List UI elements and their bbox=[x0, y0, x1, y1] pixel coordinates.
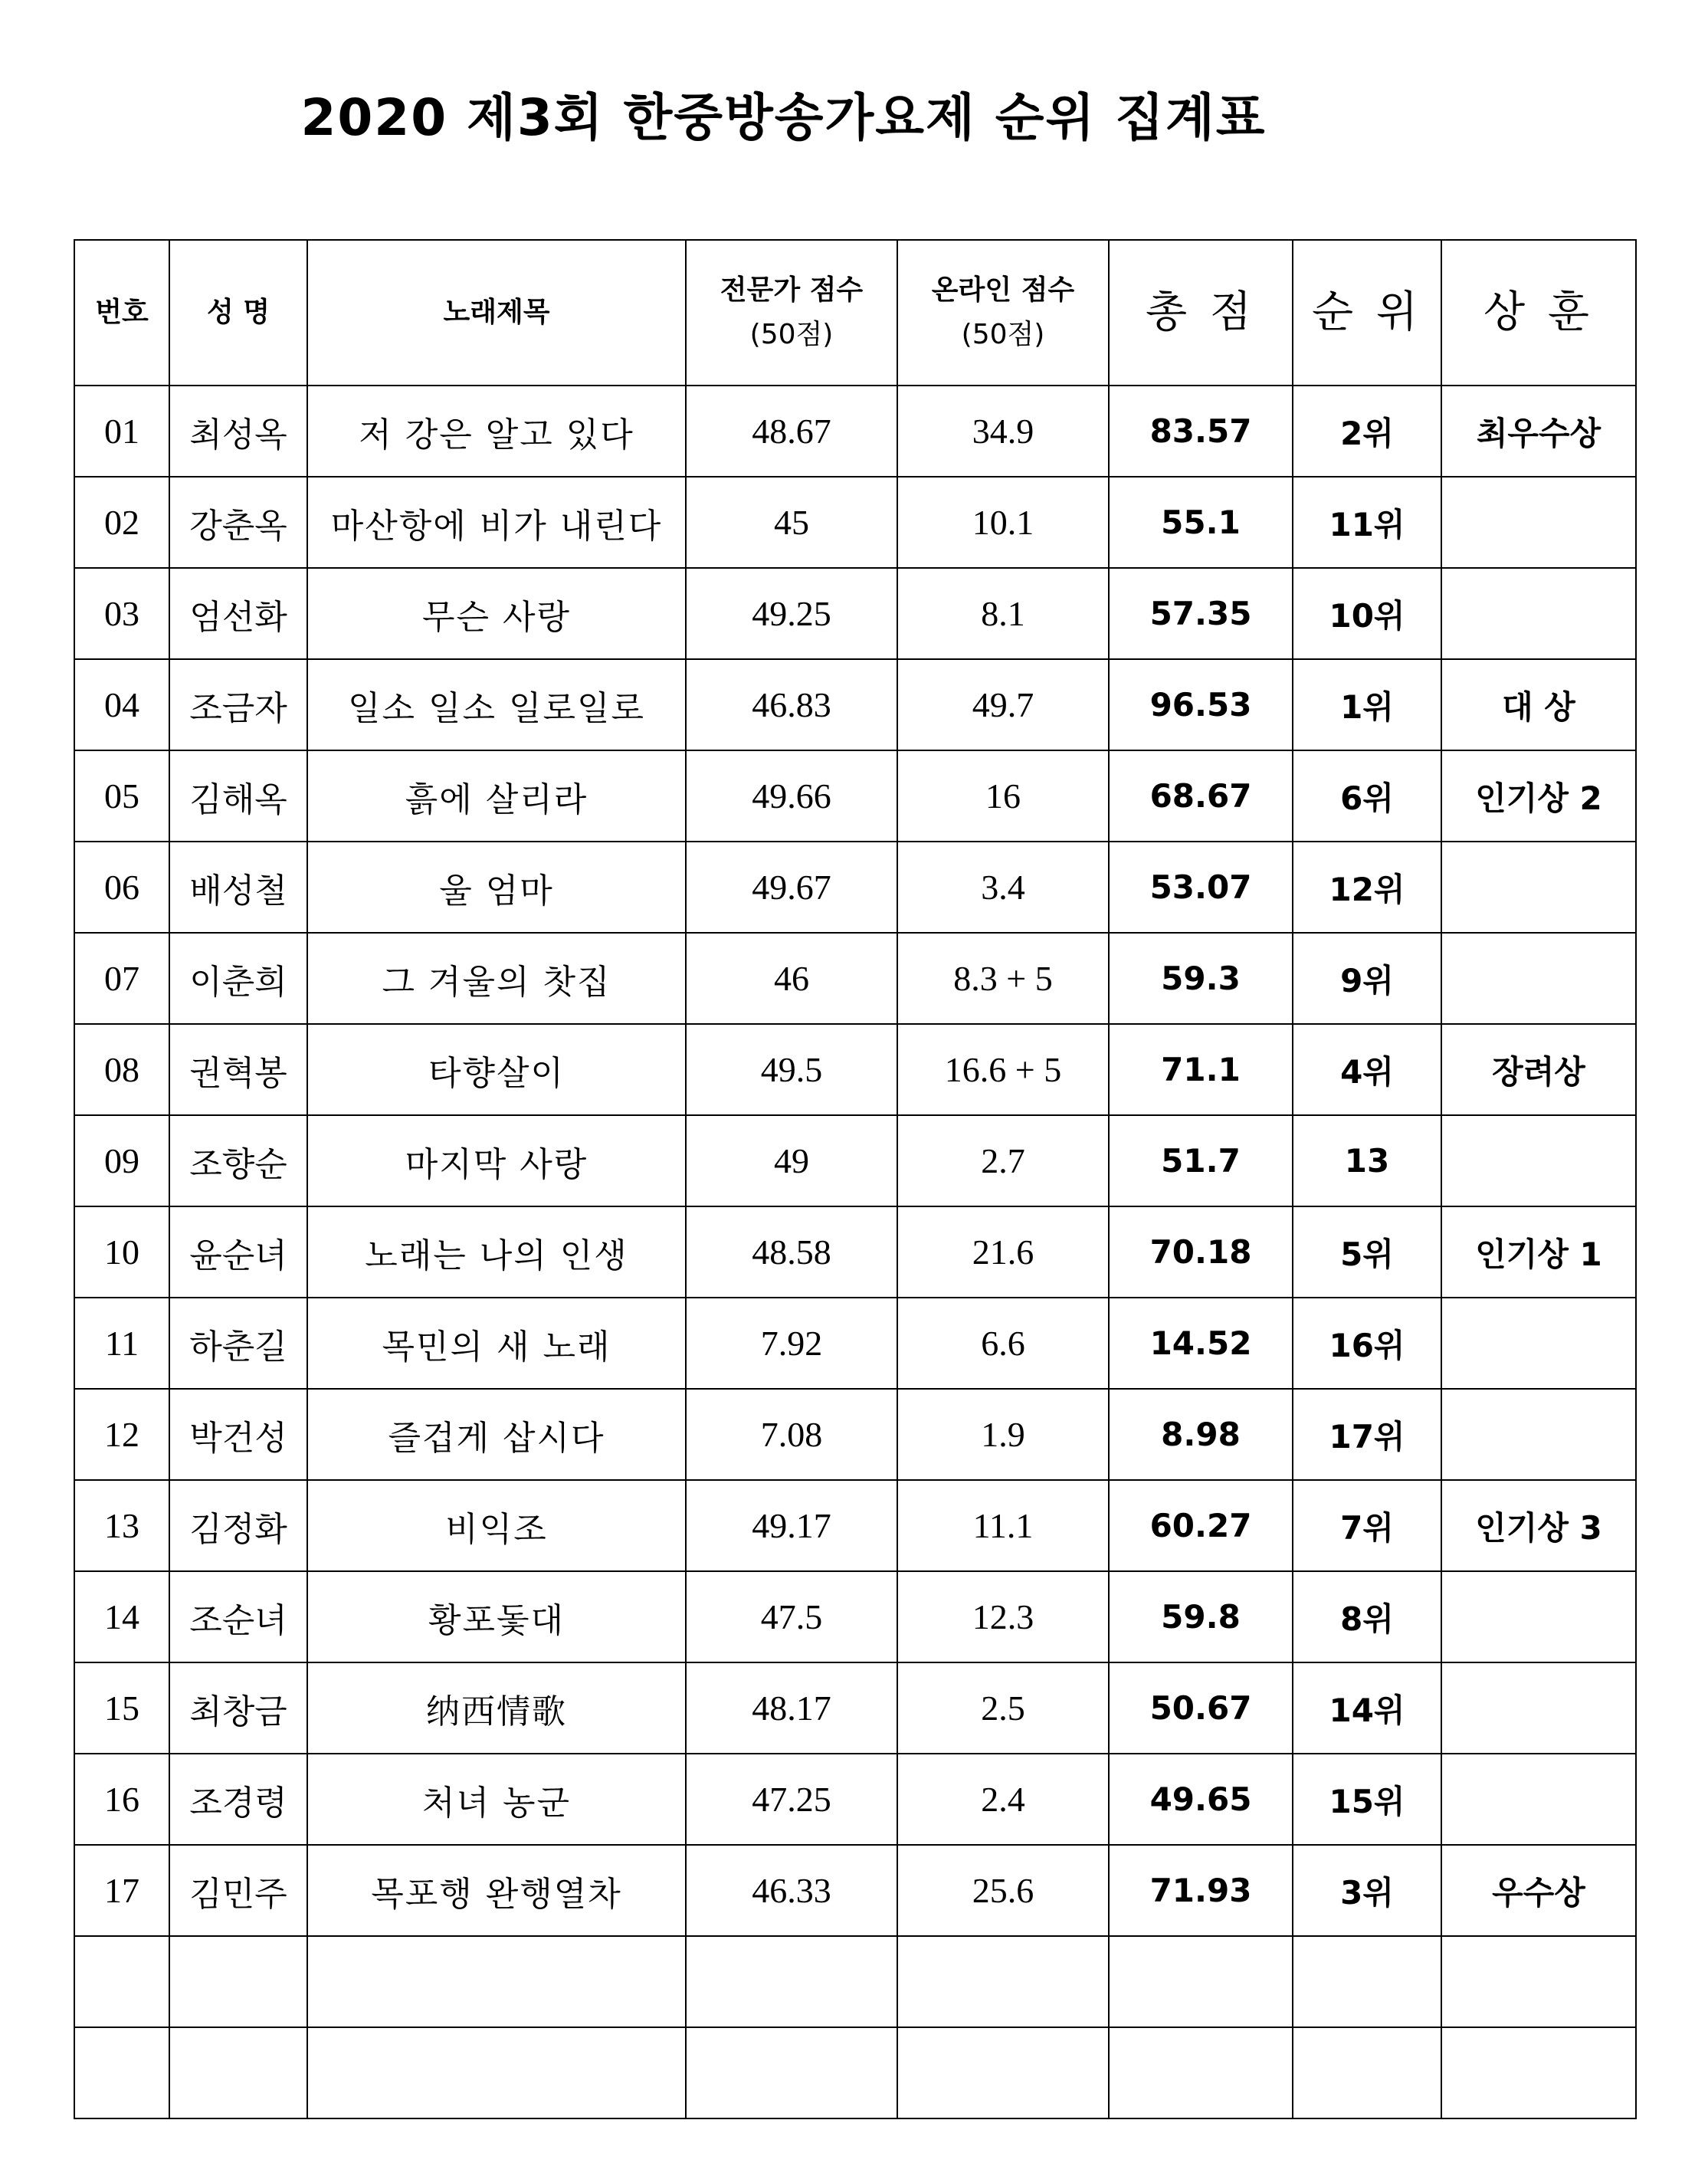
cell-song: 노래는 나의 인생 bbox=[307, 1206, 686, 1298]
cell-no: 17 bbox=[74, 1845, 169, 1936]
cell-total: 71.1 bbox=[1109, 1024, 1293, 1115]
table-row bbox=[74, 933, 1636, 1024]
cell-name: 엄선화 bbox=[169, 568, 307, 659]
cell-rank: 9위 bbox=[1293, 933, 1441, 1024]
header-award: 상 훈 bbox=[1441, 240, 1636, 386]
cell-song: 타향살이 bbox=[307, 1024, 686, 1115]
cell-song: 저 강은 알고 있다 bbox=[307, 386, 686, 477]
cell-online-score: 1.9 bbox=[897, 1389, 1109, 1480]
cell-online-score: 11.1 bbox=[897, 1480, 1109, 1571]
cell-award bbox=[1441, 2027, 1636, 2118]
cell-song: 일소 일소 일로일로 bbox=[307, 659, 686, 750]
cell-no: 14 bbox=[74, 1571, 169, 1662]
cell-no: 10 bbox=[74, 1206, 169, 1298]
table-row bbox=[74, 1115, 1636, 1206]
table-row bbox=[74, 1298, 1636, 1389]
cell-expert-score: 46.33 bbox=[686, 1845, 897, 1936]
cell-total bbox=[1109, 1936, 1293, 2027]
cell-total: 96.53 bbox=[1109, 659, 1293, 750]
cell-total bbox=[1109, 2027, 1293, 2118]
header-expert-score bbox=[686, 240, 897, 386]
cell-song: 황포돛대 bbox=[307, 1571, 686, 1662]
cell-expert-score: 47.5 bbox=[686, 1571, 897, 1662]
cell-rank: 8위 bbox=[1293, 1571, 1441, 1662]
cell-name: 최성옥 bbox=[169, 386, 307, 477]
cell-song: 즐겁게 삽시다 bbox=[307, 1389, 686, 1480]
cell-award: 최우수상 bbox=[1441, 386, 1636, 477]
cell-no bbox=[74, 1936, 169, 2027]
table-row bbox=[74, 842, 1636, 933]
cell-no: 13 bbox=[74, 1480, 169, 1571]
cell-name: 하춘길 bbox=[169, 1298, 307, 1389]
cell-award: 장려상 bbox=[1441, 1024, 1636, 1115]
cell-award bbox=[1441, 1754, 1636, 1845]
cell-rank: 6위 bbox=[1293, 750, 1441, 842]
cell-rank bbox=[1293, 2027, 1441, 2118]
table-body bbox=[74, 386, 1636, 2118]
table-row bbox=[74, 386, 1636, 477]
cell-online-score: 2.5 bbox=[897, 1662, 1109, 1754]
cell-expert-score: 49.67 bbox=[686, 842, 897, 933]
table-row bbox=[74, 477, 1636, 568]
cell-rank: 7위 bbox=[1293, 1480, 1441, 1571]
cell-no bbox=[74, 2027, 169, 2118]
cell-song bbox=[307, 2027, 686, 2118]
cell-name: 윤순녀 bbox=[169, 1206, 307, 1298]
cell-award bbox=[1441, 1571, 1636, 1662]
cell-song bbox=[307, 1936, 686, 2027]
cell-award bbox=[1441, 1298, 1636, 1389]
cell-song: 마지막 사랑 bbox=[307, 1115, 686, 1206]
cell-name: 강춘옥 bbox=[169, 477, 307, 568]
table-row bbox=[74, 1662, 1636, 1754]
cell-total: 59.8 bbox=[1109, 1571, 1293, 1662]
cell-name: 조경령 bbox=[169, 1754, 307, 1845]
cell-total: 68.67 bbox=[1109, 750, 1293, 842]
cell-expert-score: 49.25 bbox=[686, 568, 897, 659]
cell-award bbox=[1441, 842, 1636, 933]
cell-name: 김해옥 bbox=[169, 750, 307, 842]
cell-award: 인기상 1 bbox=[1441, 1206, 1636, 1298]
table-row bbox=[74, 1754, 1636, 1845]
cell-expert-score: 45 bbox=[686, 477, 897, 568]
table-row bbox=[74, 1389, 1636, 1480]
cell-online-score: 16 bbox=[897, 750, 1109, 842]
cell-song: 목민의 새 노래 bbox=[307, 1298, 686, 1389]
cell-no: 02 bbox=[74, 477, 169, 568]
cell-name: 이춘희 bbox=[169, 933, 307, 1024]
cell-online-score: 12.3 bbox=[897, 1571, 1109, 1662]
cell-expert-score: 48.58 bbox=[686, 1206, 897, 1298]
cell-total: 59.3 bbox=[1109, 933, 1293, 1024]
cell-no: 07 bbox=[74, 933, 169, 1024]
cell-name bbox=[169, 2027, 307, 2118]
cell-name: 조향순 bbox=[169, 1115, 307, 1206]
table-row bbox=[74, 1845, 1636, 1936]
cell-award bbox=[1441, 477, 1636, 568]
cell-rank: 11위 bbox=[1293, 477, 1441, 568]
header-rank: 순 위 bbox=[1293, 240, 1441, 386]
cell-no: 04 bbox=[74, 659, 169, 750]
cell-online-score: 25.6 bbox=[897, 1845, 1109, 1936]
cell-award bbox=[1441, 933, 1636, 1024]
cell-expert-score bbox=[686, 2027, 897, 2118]
table-row bbox=[74, 659, 1636, 750]
cell-total: 70.18 bbox=[1109, 1206, 1293, 1298]
cell-name bbox=[169, 1936, 307, 2027]
cell-rank: 3위 bbox=[1293, 1845, 1441, 1936]
cell-expert-score: 48.17 bbox=[686, 1662, 897, 1754]
cell-total: 55.1 bbox=[1109, 477, 1293, 568]
cell-name: 김민주 bbox=[169, 1845, 307, 1936]
cell-rank: 13 bbox=[1293, 1115, 1441, 1206]
cell-name: 배성철 bbox=[169, 842, 307, 933]
header-name: 성 명 bbox=[169, 240, 307, 386]
header-song: 노래제목 bbox=[307, 240, 686, 386]
cell-rank: 10위 bbox=[1293, 568, 1441, 659]
cell-online-score: 21.6 bbox=[897, 1206, 1109, 1298]
cell-no: 12 bbox=[74, 1389, 169, 1480]
cell-online-score: 16.6 + 5 bbox=[897, 1024, 1109, 1115]
table-row bbox=[74, 750, 1636, 842]
cell-rank: 14위 bbox=[1293, 1662, 1441, 1754]
table-row bbox=[74, 1480, 1636, 1571]
cell-award: 인기상 2 bbox=[1441, 750, 1636, 842]
cell-expert-score: 46.83 bbox=[686, 659, 897, 750]
cell-total: 57.35 bbox=[1109, 568, 1293, 659]
cell-expert-score: 49 bbox=[686, 1115, 897, 1206]
cell-no: 15 bbox=[74, 1662, 169, 1754]
cell-expert-score: 47.25 bbox=[686, 1754, 897, 1845]
table-row bbox=[74, 1206, 1636, 1298]
header-expert-max: (50점) bbox=[749, 319, 834, 350]
cell-online-score: 8.1 bbox=[897, 568, 1109, 659]
cell-rank: 1위 bbox=[1293, 659, 1441, 750]
cell-online-score: 8.3 + 5 bbox=[897, 933, 1109, 1024]
cell-expert-score bbox=[686, 1936, 897, 2027]
cell-award: 인기상 3 bbox=[1441, 1480, 1636, 1571]
cell-expert-score: 48.67 bbox=[686, 386, 897, 477]
cell-online-score: 2.4 bbox=[897, 1754, 1109, 1845]
cell-song: 울 엄마 bbox=[307, 842, 686, 933]
table-row bbox=[74, 1936, 1636, 2027]
cell-online-score: 2.7 bbox=[897, 1115, 1109, 1206]
cell-rank: 5위 bbox=[1293, 1206, 1441, 1298]
cell-award: 대 상 bbox=[1441, 659, 1636, 750]
cell-expert-score: 49.17 bbox=[686, 1480, 897, 1571]
header-online-label: 온라인 점수 bbox=[931, 274, 1075, 307]
table-row bbox=[74, 1024, 1636, 1115]
cell-no: 16 bbox=[74, 1754, 169, 1845]
cell-rank: 2위 bbox=[1293, 386, 1441, 477]
cell-rank: 16위 bbox=[1293, 1298, 1441, 1389]
cell-online-score: 6.6 bbox=[897, 1298, 1109, 1389]
cell-expert-score: 49.66 bbox=[686, 750, 897, 842]
header-online-score bbox=[897, 240, 1109, 386]
cell-total: 83.57 bbox=[1109, 386, 1293, 477]
cell-expert-score: 46 bbox=[686, 933, 897, 1024]
cell-award bbox=[1441, 1389, 1636, 1480]
ranking-table bbox=[74, 239, 1637, 2119]
cell-song: 비익조 bbox=[307, 1480, 686, 1571]
cell-expert-score: 7.92 bbox=[686, 1298, 897, 1389]
cell-no: 05 bbox=[74, 750, 169, 842]
cell-total: 51.7 bbox=[1109, 1115, 1293, 1206]
cell-online-score: 34.9 bbox=[897, 386, 1109, 477]
cell-online-score bbox=[897, 2027, 1109, 2118]
cell-name: 조금자 bbox=[169, 659, 307, 750]
cell-award: 우수상 bbox=[1441, 1845, 1636, 1936]
cell-name: 김정화 bbox=[169, 1480, 307, 1571]
cell-no: 06 bbox=[74, 842, 169, 933]
cell-expert-score: 7.08 bbox=[686, 1389, 897, 1480]
table-row bbox=[74, 1571, 1636, 1662]
cell-name: 조순녀 bbox=[169, 1571, 307, 1662]
cell-song: 纳西情歌 bbox=[307, 1662, 686, 1754]
cell-no: 09 bbox=[74, 1115, 169, 1206]
header-online-max: (50점) bbox=[961, 319, 1045, 350]
cell-rank: 12위 bbox=[1293, 842, 1441, 933]
cell-song: 마산항에 비가 내린다 bbox=[307, 477, 686, 568]
cell-online-score bbox=[897, 1936, 1109, 2027]
cell-total: 71.93 bbox=[1109, 1845, 1293, 1936]
cell-rank: 4위 bbox=[1293, 1024, 1441, 1115]
header-expert-label: 전문가 점수 bbox=[720, 274, 864, 307]
header-total: 총 점 bbox=[1109, 240, 1293, 386]
cell-total: 53.07 bbox=[1109, 842, 1293, 933]
cell-online-score: 49.7 bbox=[897, 659, 1109, 750]
cell-expert-score: 49.5 bbox=[686, 1024, 897, 1115]
table-row bbox=[74, 568, 1636, 659]
page-title: 2020 제3회 한중방송가요제 순위 집계표 bbox=[300, 88, 1267, 147]
cell-online-score: 10.1 bbox=[897, 477, 1109, 568]
cell-award bbox=[1441, 1115, 1636, 1206]
cell-song: 처녀 농군 bbox=[307, 1754, 686, 1845]
cell-rank: 17위 bbox=[1293, 1389, 1441, 1480]
cell-no: 03 bbox=[74, 568, 169, 659]
cell-award bbox=[1441, 1936, 1636, 2027]
cell-name: 권혁봉 bbox=[169, 1024, 307, 1115]
cell-rank bbox=[1293, 1936, 1441, 2027]
cell-total: 60.27 bbox=[1109, 1480, 1293, 1571]
cell-total: 49.65 bbox=[1109, 1754, 1293, 1845]
cell-total: 14.52 bbox=[1109, 1298, 1293, 1389]
table-row bbox=[74, 2027, 1636, 2118]
cell-award bbox=[1441, 1662, 1636, 1754]
cell-song: 그 겨울의 찻집 bbox=[307, 933, 686, 1024]
header-no: 번호 bbox=[74, 240, 169, 386]
cell-rank: 15위 bbox=[1293, 1754, 1441, 1845]
cell-online-score: 3.4 bbox=[897, 842, 1109, 933]
cell-song: 무슨 사랑 bbox=[307, 568, 686, 659]
cell-award bbox=[1441, 568, 1636, 659]
cell-no: 11 bbox=[74, 1298, 169, 1389]
cell-total: 50.67 bbox=[1109, 1662, 1293, 1754]
cell-total: 8.98 bbox=[1109, 1389, 1293, 1480]
cell-name: 최창금 bbox=[169, 1662, 307, 1754]
table-header-row bbox=[74, 240, 1636, 386]
cell-song: 흙에 살리라 bbox=[307, 750, 686, 842]
cell-song: 목포행 완행열차 bbox=[307, 1845, 686, 1936]
cell-no: 08 bbox=[74, 1024, 169, 1115]
cell-no: 01 bbox=[74, 386, 169, 477]
cell-name: 박건성 bbox=[169, 1389, 307, 1480]
